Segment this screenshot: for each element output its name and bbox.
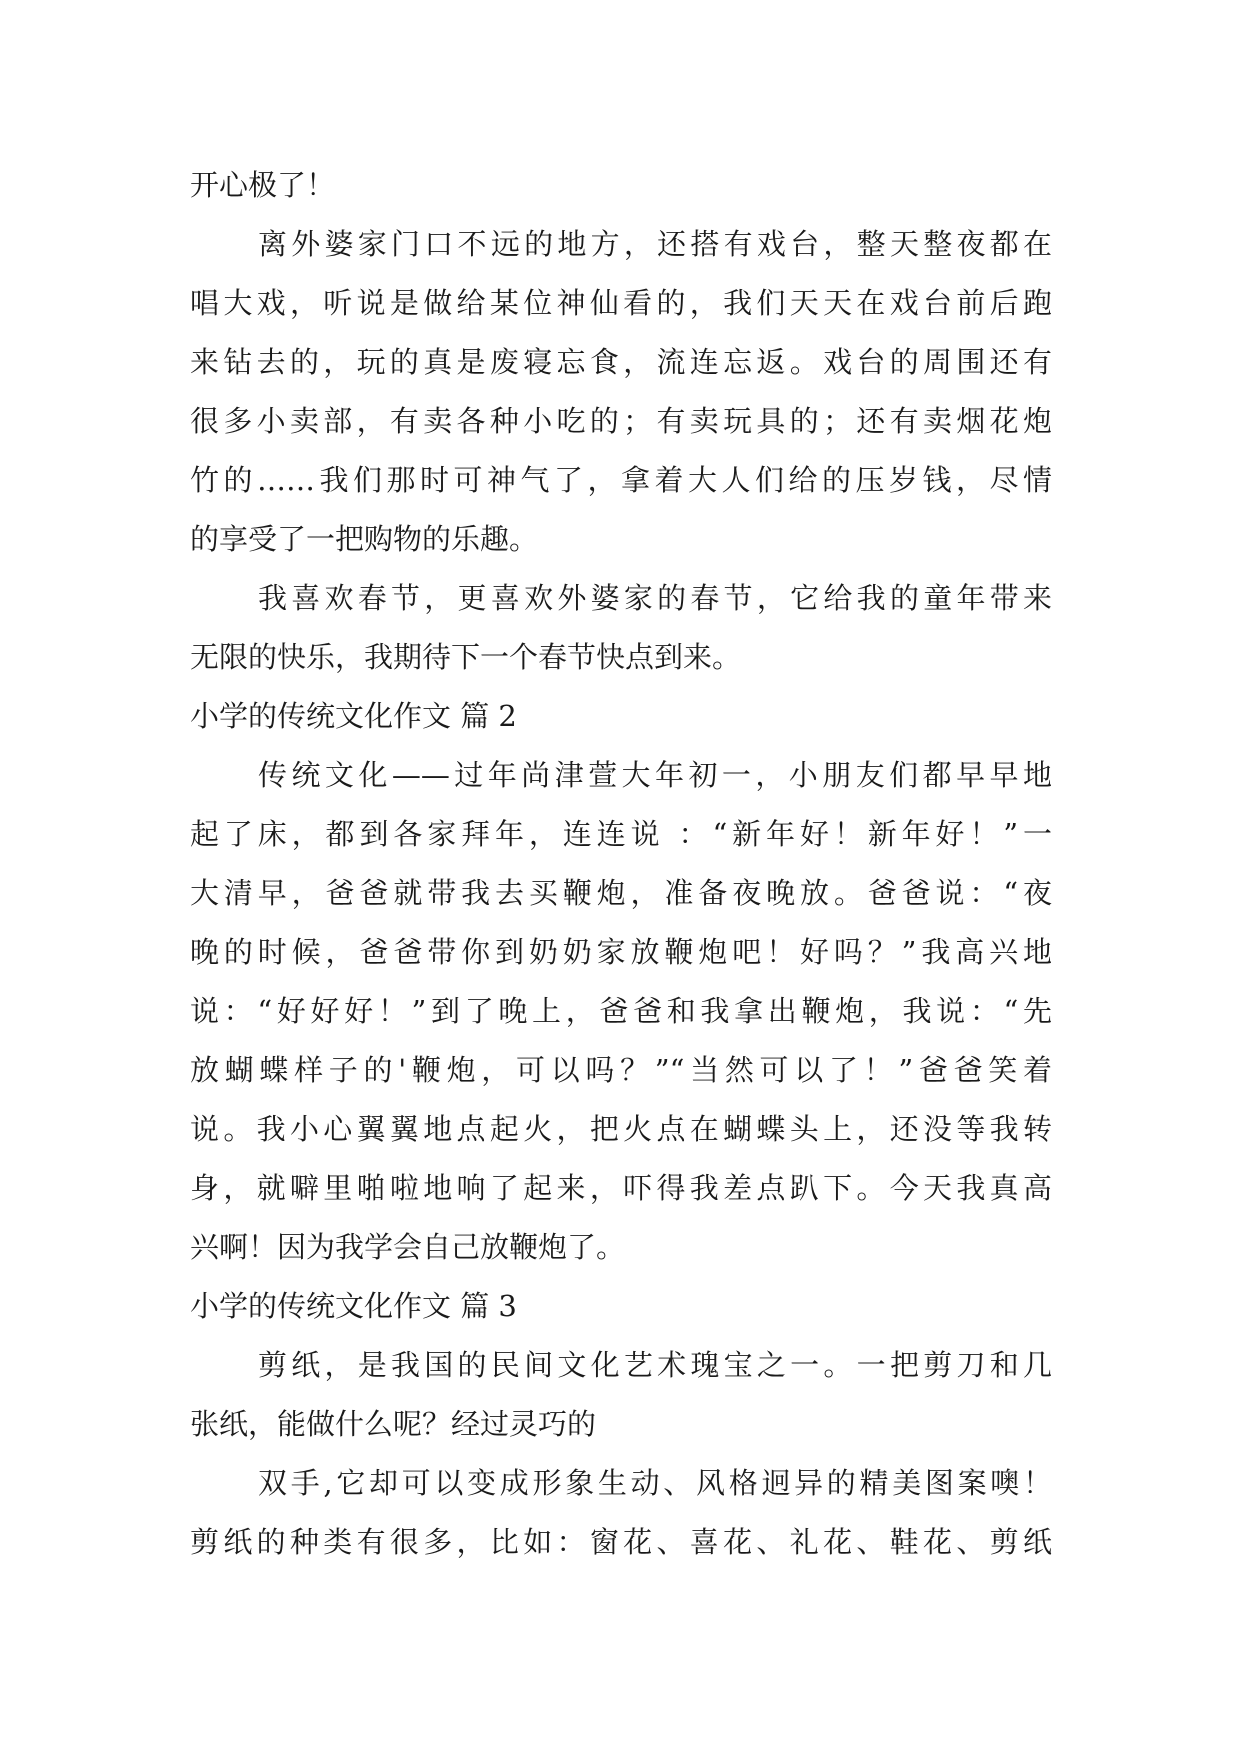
text-line: 离外婆家门口不远的地方，还搭有戏台，整天整夜都在 — [258, 227, 1052, 261]
text-line: 晚的时候，爸爸带你到奶奶家放鞭炮吧！好吗？”我高兴地 — [190, 935, 1052, 969]
text-line: 很多小卖部，有卖各种小吃的；有卖玩具的；还有卖烟花炮 — [190, 404, 1052, 438]
section-heading: 小学的传统文化作文 篇 3 — [190, 1289, 517, 1323]
text-line: 双手,它却可以变成形象生动、风格迥异的精美图案噢！ — [258, 1466, 1052, 1500]
text-line: 放蝴蝶样子的'鞭炮，可以吗？”“当然可以了！”爸爸笑着 — [190, 1053, 1052, 1087]
text-line: 开心极了！ — [190, 168, 336, 202]
text-line: 兴啊！因为我学会自己放鞭炮了。 — [190, 1230, 626, 1264]
text-line: 我喜欢春节，更喜欢外婆家的春节，它给我的童年带来 — [258, 581, 1052, 615]
section-heading: 小学的传统文化作文 篇 2 — [190, 699, 517, 733]
text-line: 身，就噼里啪啦地响了起来，吓得我差点趴下。今天我真高 — [190, 1171, 1052, 1205]
text-line: 竹的……我们那时可神气了，拿着大人们给的压岁钱，尽情 — [190, 463, 1052, 497]
document-page — [190, 0, 1052, 1754]
text-line: 剪纸的种类有很多，比如：窗花、喜花、礼花、鞋花、剪纸 — [190, 1525, 1052, 1559]
text-line: 来钻去的，玩的真是废寝忘食，流连忘返。戏台的周围还有 — [190, 345, 1052, 379]
text-line: 唱大戏，听说是做给某位神仙看的，我们天天在戏台前后跑 — [190, 286, 1052, 320]
text-line: 传统文化——过年尚津萱大年初一，小朋友们都早早地 — [258, 758, 1052, 792]
text-line: 无限的快乐，我期待下一个春节快点到来。 — [190, 640, 742, 674]
text-line: 的享受了一把购物的乐趣。 — [190, 522, 539, 556]
text-line: 起了床，都到各家拜年，连连说 ：“新年好！新年好！”一 — [190, 817, 1052, 851]
text-line: 剪纸，是我国的民间文化艺术瑰宝之一。一把剪刀和几 — [258, 1348, 1052, 1382]
text-line: 张纸，能做什么呢？经过灵巧的 — [190, 1407, 597, 1441]
text-line: 大清早，爸爸就带我去买鞭炮，准备夜晚放。爸爸说：“夜 — [190, 876, 1052, 910]
text-line: 说：“好好好！”到了晚上，爸爸和我拿出鞭炮，我说：“先 — [190, 994, 1052, 1028]
text-line: 说。我小心翼翼地点起火，把火点在蝴蝶头上，还没等我转 — [190, 1112, 1052, 1146]
